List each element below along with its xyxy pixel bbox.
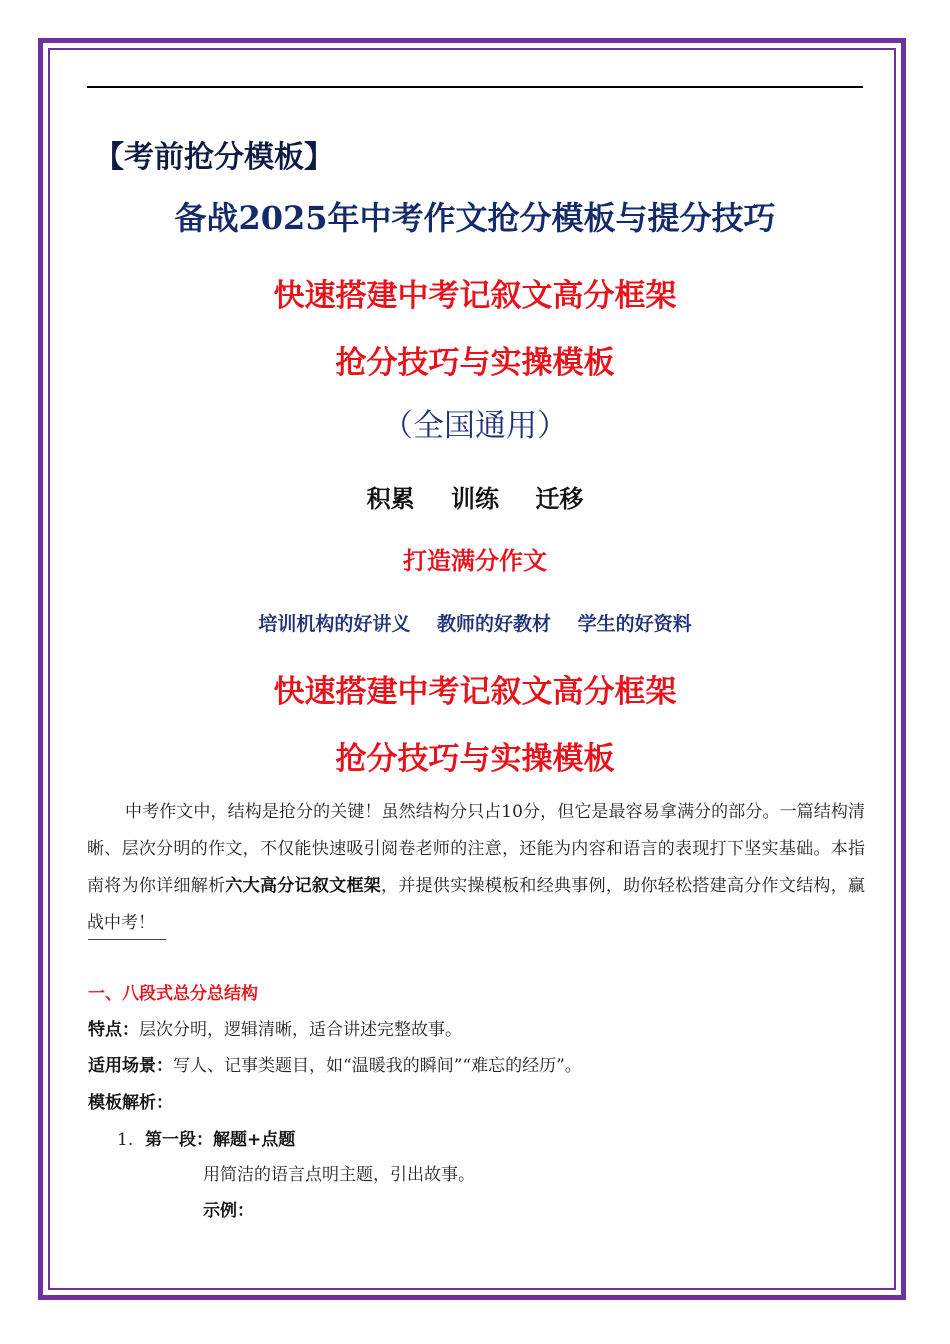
list-item-label: 第一段：解题+点题	[145, 1130, 296, 1150]
subtitle-framework: 快速搭建中考记叙文高分框架	[273, 278, 677, 314]
analysis-label: 模板解析：	[88, 1093, 173, 1113]
header-rule	[87, 86, 863, 88]
template-tag: 【考前抢分模板】	[94, 140, 334, 175]
scene-text: 写人、记事类题目，如“温暖我的瞬间”“难忘的经历”。	[173, 1056, 582, 1076]
repeat-title-framework: 快速搭建中考记叙文高分框架	[273, 674, 677, 710]
list-number: 1.	[117, 1130, 134, 1150]
keyword: 积累	[366, 485, 415, 513]
section-heading: 一、八段式总分总结构	[88, 984, 258, 1004]
example-label-text: 示例：	[203, 1201, 254, 1221]
repeat-title-skills: 抢分技巧与实操模板	[335, 741, 615, 777]
intro-highlight: 六大高分记叙文框架	[225, 876, 382, 896]
example-label	[203, 1196, 254, 1221]
list-item	[117, 1125, 295, 1150]
scene-line	[88, 1051, 582, 1076]
keyword: 训练	[451, 485, 499, 513]
feature-text: 层次分明，逻辑清晰，适合讲述完整故事。	[139, 1020, 462, 1040]
scope-label: （全国通用）	[382, 408, 568, 444]
document-title: 备战2025年中考作文抢分模板与提分技巧	[174, 199, 776, 237]
item-description: 用简洁的语言点明主题，引出故事。	[203, 1165, 475, 1185]
feature-label: 特点：	[88, 1020, 139, 1040]
feature-line	[88, 1015, 462, 1040]
keyword: 迁移	[535, 485, 584, 513]
audience-item: 培训机构的好讲义	[258, 613, 411, 635]
keywords-row	[0, 479, 950, 514]
audience-item: 学生的好资料	[577, 613, 692, 635]
intro-text: 中考作文中，结构是抢分的关键！虽然结构分只占10分，但它是最容易拿满分的部分。一篇结构清晰、层次分明的作文，不仅能快速吸引阅卷老师的注意，还能为内容和语言的表现打下坚实基础。本指南将为你详细解析	[87, 802, 865, 896]
intro-text-end: ，并提供实操模板和经典事例，助你轻松搭建高分作文结构，赢战中考！	[87, 876, 866, 933]
audience-item: 教师的好教材	[436, 613, 551, 635]
scene-label: 适用场景：	[88, 1056, 173, 1076]
intro-paragraph	[87, 794, 865, 942]
section-divider	[88, 939, 166, 940]
audience-row	[0, 609, 950, 636]
analysis-line	[88, 1088, 173, 1113]
subtitle-skills: 抢分技巧与实操模板	[335, 345, 615, 381]
slogan: 打造满分作文	[403, 547, 547, 575]
